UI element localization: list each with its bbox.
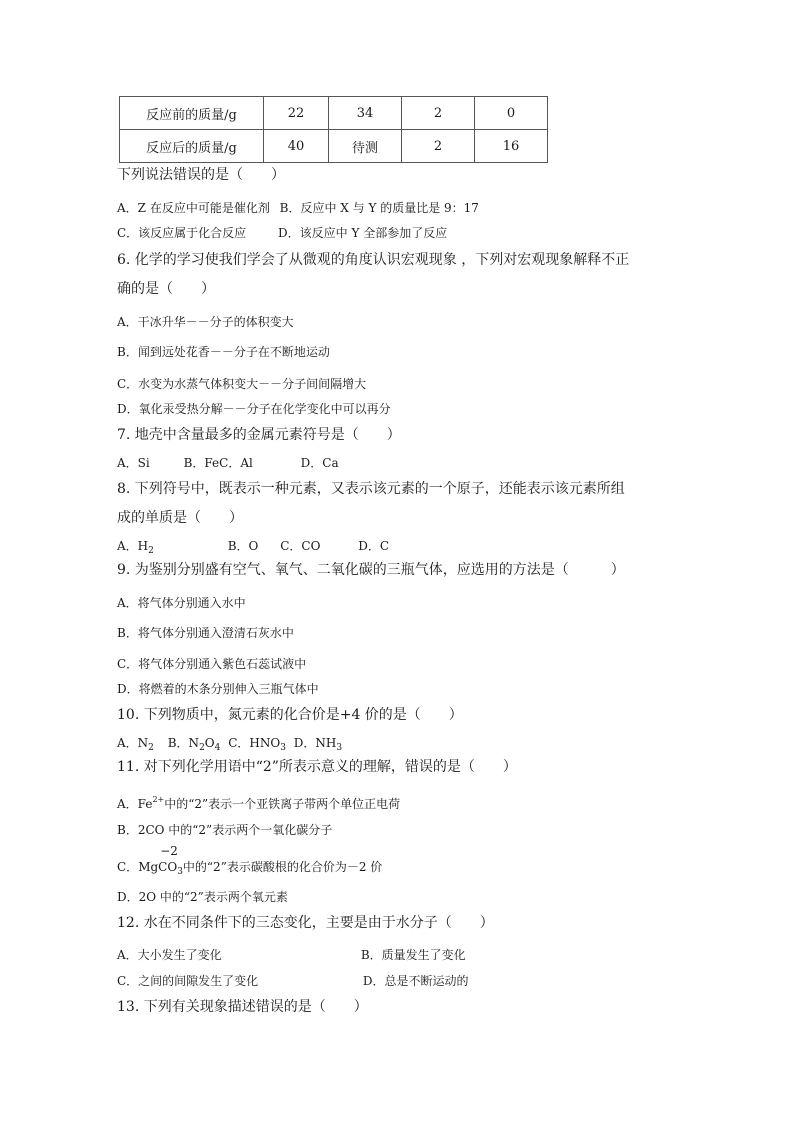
q7-option-bc: B．FeC．Al — [183, 456, 253, 470]
table-cell: 0 — [475, 97, 548, 130]
q12-option-c: C．之间的间隙发生了变化 — [117, 974, 259, 988]
table-row — [120, 97, 548, 130]
q9-option-b: B．将气体分别通入澄清石灰水中 — [117, 626, 294, 640]
table-cell: 2 — [402, 97, 475, 130]
table-cell: 22 — [264, 97, 329, 130]
q9-option-a: A．将气体分别通入水中 — [117, 596, 246, 610]
q10-option-a: A．$N_2$ — [117, 736, 154, 753]
q11-option-b: B．2CO 中的“2”表示两个一氧化碳分子 — [117, 823, 333, 837]
q6-option-c: C．水变为水蒸气体积变大－－分子间间隔增大 — [117, 377, 367, 391]
q5-option-d: D．该反应中 Y 全部参加了反应 — [278, 226, 448, 240]
q11-option-d: D．2O 中的“2”表示两个氧元素 — [117, 890, 288, 904]
row-label: 反应前的质量/g — [120, 97, 264, 130]
q12-options-row2 — [117, 972, 468, 990]
q8-option-c: C．CO — [280, 539, 321, 553]
table-cell: 2 — [402, 130, 475, 163]
q6-option-b: B．闻到远处花香－－分子在不断地运动 — [117, 345, 330, 359]
q10-option-c: C．$HNO_3$ — [228, 736, 286, 753]
q10-options — [117, 734, 342, 757]
q8-option-d: D．C — [358, 539, 390, 553]
q12-options-row1 — [117, 946, 466, 964]
table-cell: 待测 — [329, 130, 402, 163]
q11-stem: 11. 对下列化学用语中“2”所表示意义的理解，错误的是（ ） — [117, 759, 517, 775]
q7-option-d: D．Ca — [300, 456, 339, 470]
q7-stem: 7. 地壳中含量最多的金属元素符号是（ ） — [117, 427, 401, 443]
q10-option-b: B．$N_2O_4$ — [167, 736, 221, 753]
valence-mark: −2 — [160, 844, 178, 858]
q6-stem-line2: 确的是（ ） — [117, 281, 215, 297]
q6-stem-line1: 6. 化学的学习使我们学会了从微观的角度认识宏观现象 ，下列对宏观现象解释不正 — [117, 252, 630, 268]
q5-stem: 下列说法错误的是（ ） — [117, 167, 285, 183]
q7-option-a: A．Si — [117, 456, 150, 470]
q5-option-b: B．反应中 X 与 Y 的质量比是 9：17 — [279, 201, 479, 215]
q5-options-row2 — [117, 224, 447, 242]
magnesium-carbonate-formula: −2 MgCO$_3$ — [138, 844, 183, 877]
q5-options-row1 — [117, 199, 479, 217]
q10-option-d: D．$NH_3$ — [293, 736, 343, 753]
q12-stem: 12. 水在不同条件下的三态变化，主要是由于水分子（ ） — [117, 915, 494, 931]
q9-option-d: D．将燃着的木条分别伸入三瓶气体中 — [117, 682, 319, 696]
q9-option-c: C．将气体分别通入紫色石蕊试液中 — [117, 657, 307, 671]
q8-option-b: B．O — [227, 539, 259, 553]
row-label: 反应后的质量/g — [120, 130, 264, 163]
q11-option-c: C． −2 MgCO$_3$中的“2”表示碳酸根的化合价为－2 价 — [117, 858, 382, 881]
q6-option-a: A．干冰升华－－分子的体积变大 — [117, 315, 294, 329]
q9-stem: 9. 为鉴别分别盛有空气、氧气、二氧化碳的三瓶气体，应选用的方法是（ ） — [117, 562, 625, 578]
q12-option-a: A．大小发生了变化 — [117, 948, 222, 962]
q13-stem: 13. 下列有关现象描述错误的是（ ） — [117, 999, 368, 1015]
q8-option-a: A．$H_2$ — [117, 539, 154, 556]
q5-option-a: A．Z 在反应中可能是催化剂 — [117, 201, 270, 215]
q12-option-d: D．总是不断运动的 — [362, 974, 469, 988]
table-row — [120, 130, 548, 163]
q8-options — [117, 537, 389, 560]
q6-option-d: D．氧化汞受热分解－－分子在化学变化中可以再分 — [117, 402, 391, 416]
table-cell: 34 — [329, 97, 402, 130]
q12-option-b: B．质量发生了变化 — [360, 948, 466, 962]
table-cell: 40 — [264, 130, 329, 163]
q5-option-c: C．该反应属于化合反应 — [117, 226, 247, 240]
q8-stem-line2: 成的单质是（ ） — [117, 510, 243, 526]
q8-stem-line1: 8. 下列符号中，既表示一种元素，又表示该元素的一个原子，还能表示该元素所组 — [117, 481, 625, 497]
q10-stem: 10. 下列物质中，氮元素的化合价是+4 价的是（ ） — [117, 707, 463, 723]
table-cell: 16 — [475, 130, 548, 163]
q11-option-a: A．$Fe^{2+}$中的“2”表示一个亚铁离子带两个单位正电荷 — [117, 795, 401, 811]
q7-options — [117, 454, 339, 472]
mass-table — [119, 96, 548, 163]
